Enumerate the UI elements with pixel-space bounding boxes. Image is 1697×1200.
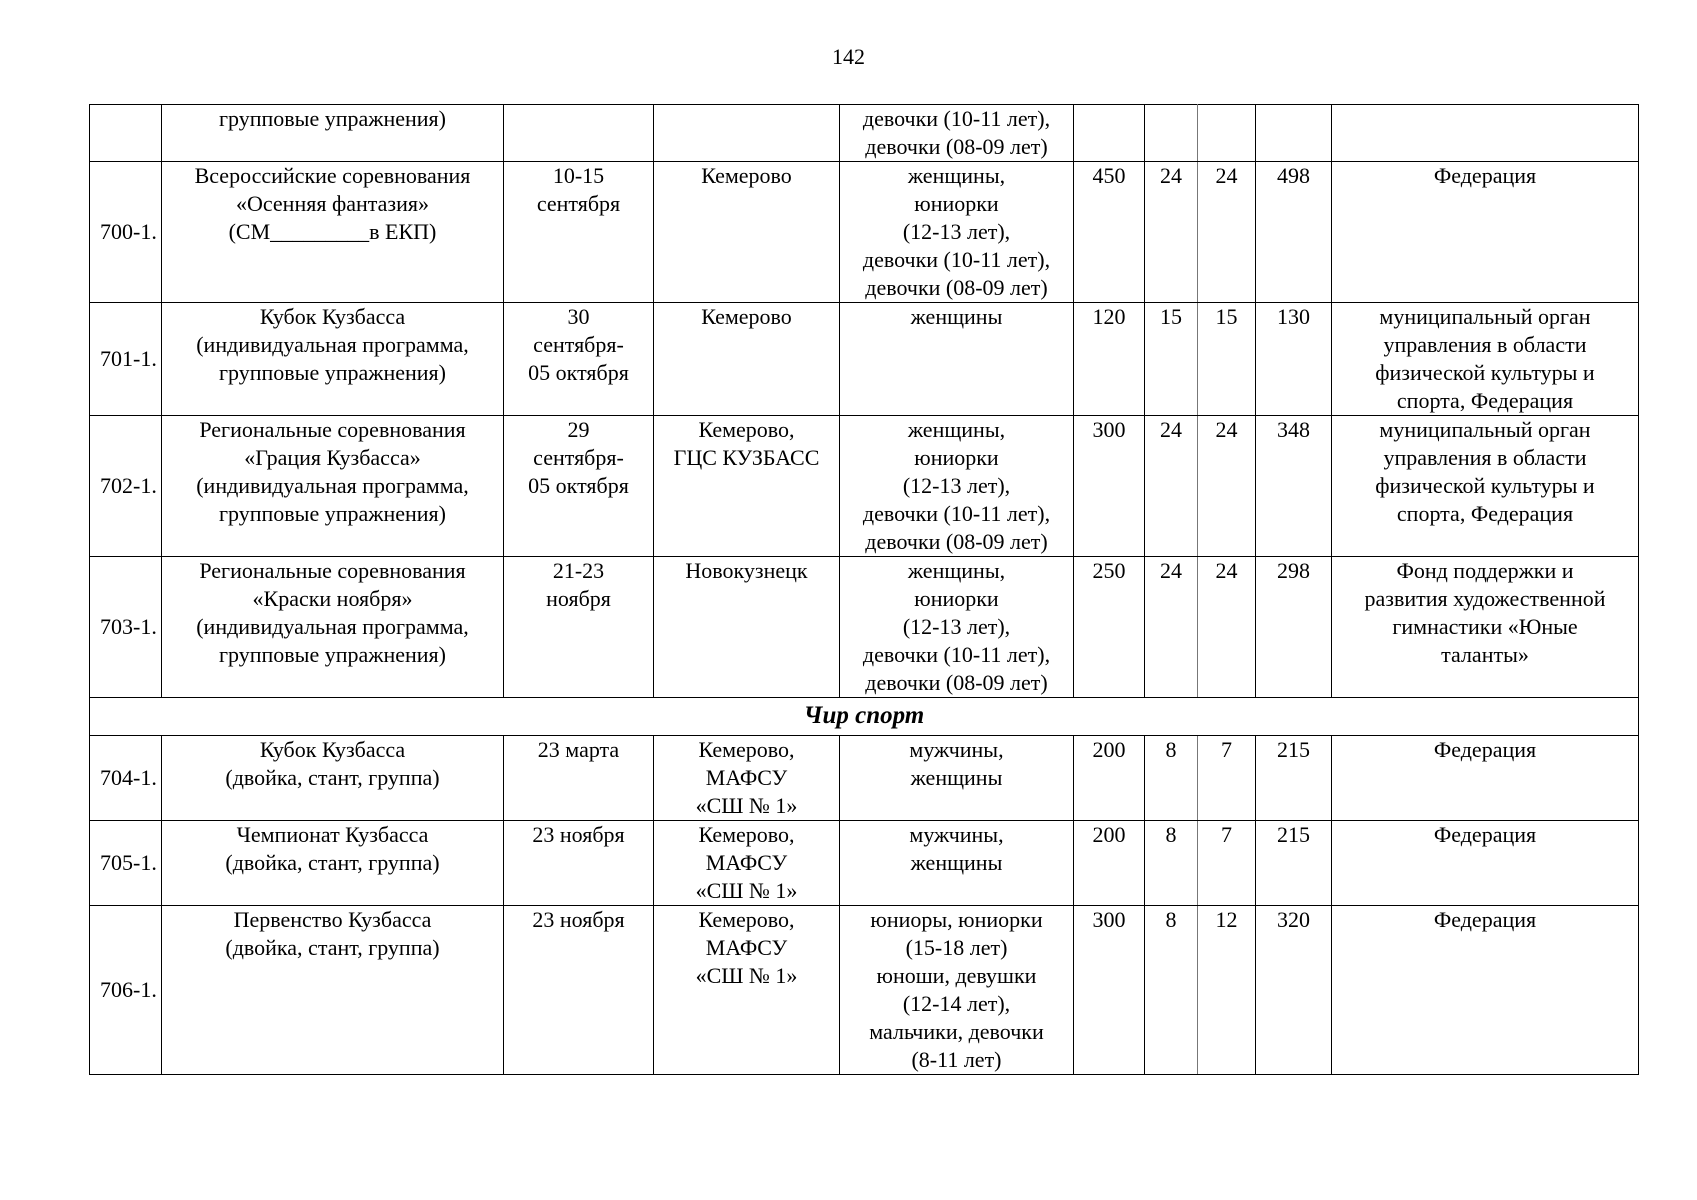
count-1: 120 xyxy=(1074,303,1145,416)
count-2: 24 xyxy=(1145,162,1198,303)
event-dates: 21-23 ноября xyxy=(504,557,654,698)
event-place xyxy=(654,105,840,162)
count-2: 15 xyxy=(1145,303,1198,416)
count-3: 7 xyxy=(1198,821,1256,906)
count-3: 24 xyxy=(1198,416,1256,557)
count-2 xyxy=(1145,105,1198,162)
table-row xyxy=(90,303,1639,416)
event-dates: 10-15 сентября xyxy=(504,162,654,303)
count-3: 24 xyxy=(1198,557,1256,698)
event-dates xyxy=(504,105,654,162)
count-3: 12 xyxy=(1198,906,1256,1075)
count-1: 200 xyxy=(1074,736,1145,821)
event-participants: женщины, юниорки (12-13 лет), девочки (10-11 лет), девочки (08-09 лет) xyxy=(840,557,1074,698)
event-dates: 23 ноября xyxy=(504,821,654,906)
event-number: 703-1. xyxy=(90,557,162,698)
event-name: Первенство Кузбасса (двойка, стант, группа) xyxy=(162,906,504,1075)
table-row xyxy=(90,821,1639,906)
count-2: 8 xyxy=(1145,736,1198,821)
count-2: 8 xyxy=(1145,821,1198,906)
event-number: 702-1. xyxy=(90,416,162,557)
count-3 xyxy=(1198,105,1256,162)
event-dates: 23 ноября xyxy=(504,906,654,1075)
event-dates: 29 сентября- 05 октября xyxy=(504,416,654,557)
event-place: Кемерово xyxy=(654,162,840,303)
count-1 xyxy=(1074,105,1145,162)
table-row xyxy=(90,557,1639,698)
event-organizer: Федерация xyxy=(1332,906,1639,1075)
event-name: Региональные соревнования «Грация Кузбасса» (индивидуальная программа, групповые упражнения) xyxy=(162,416,504,557)
event-dates: 30 сентября- 05 октября xyxy=(504,303,654,416)
page-number: 142 xyxy=(832,44,865,69)
event-place: Кемерово, ГЦС КУЗБАСС xyxy=(654,416,840,557)
event-place: Кемерово, МАФСУ «СШ № 1» xyxy=(654,906,840,1075)
event-participants: женщины xyxy=(840,303,1074,416)
table-row xyxy=(90,416,1639,557)
count-1: 300 xyxy=(1074,906,1145,1075)
count-1: 300 xyxy=(1074,416,1145,557)
event-number: 705-1. xyxy=(90,821,162,906)
count-2: 24 xyxy=(1145,557,1198,698)
event-place: Кемерово, МАФСУ «СШ № 1» xyxy=(654,736,840,821)
event-number: 704-1. xyxy=(90,736,162,821)
event-name: групповые упражнения) xyxy=(162,105,504,162)
event-organizer: муниципальный орган управления в области физической культуры и спорта, Федерация xyxy=(1332,303,1639,416)
count-3: 7 xyxy=(1198,736,1256,821)
event-organizer xyxy=(1332,105,1639,162)
event-number: 706-1. xyxy=(90,906,162,1075)
count-1: 200 xyxy=(1074,821,1145,906)
count-total: 130 xyxy=(1256,303,1332,416)
count-total: 215 xyxy=(1256,736,1332,821)
event-participants: мужчины, женщины xyxy=(840,821,1074,906)
section-header-row xyxy=(90,698,1639,736)
count-1: 450 xyxy=(1074,162,1145,303)
event-name: Чемпионат Кузбасса (двойка, стант, группа) xyxy=(162,821,504,906)
event-name: Кубок Кузбасса (двойка, стант, группа) xyxy=(162,736,504,821)
section-title: Чир спорт xyxy=(90,698,1639,736)
count-total: 348 xyxy=(1256,416,1332,557)
event-participants: женщины, юниорки (12-13 лет), девочки (10-11 лет), девочки (08-09 лет) xyxy=(840,416,1074,557)
events-table-body xyxy=(90,105,1639,1075)
table-row xyxy=(90,736,1639,821)
count-3: 15 xyxy=(1198,303,1256,416)
count-total: 320 xyxy=(1256,906,1332,1075)
events-table xyxy=(89,104,1639,1075)
count-3: 24 xyxy=(1198,162,1256,303)
table-row xyxy=(90,906,1639,1075)
event-participants: женщины, юниорки (12-13 лет), девочки (10-11 лет), девочки (08-09 лет) xyxy=(840,162,1074,303)
event-number: 700-1. xyxy=(90,162,162,303)
count-total xyxy=(1256,105,1332,162)
table-row xyxy=(90,162,1639,303)
event-place: Новокузнецк xyxy=(654,557,840,698)
count-total: 298 xyxy=(1256,557,1332,698)
event-organizer: Федерация xyxy=(1332,162,1639,303)
count-total: 215 xyxy=(1256,821,1332,906)
event-organizer: Федерация xyxy=(1332,736,1639,821)
table-row xyxy=(90,105,1639,162)
count-total: 498 xyxy=(1256,162,1332,303)
event-name: Кубок Кузбасса (индивидуальная программа, групповые упражнения) xyxy=(162,303,504,416)
event-participants: юниоры, юниорки (15-18 лет) юноши, девушки (12-14 лет), мальчики, девочки (8-11 лет) xyxy=(840,906,1074,1075)
count-1: 250 xyxy=(1074,557,1145,698)
count-2: 8 xyxy=(1145,906,1198,1075)
event-organizer: муниципальный орган управления в области физической культуры и спорта, Федерация xyxy=(1332,416,1639,557)
event-dates: 23 марта xyxy=(504,736,654,821)
event-number: 701-1. xyxy=(90,303,162,416)
event-number xyxy=(90,105,162,162)
event-place: Кемерово, МАФСУ «СШ № 1» xyxy=(654,821,840,906)
event-participants: мужчины, женщины xyxy=(840,736,1074,821)
event-name: Региональные соревнования «Краски ноября» (индивидуальная программа, групповые упражнения) xyxy=(162,557,504,698)
count-2: 24 xyxy=(1145,416,1198,557)
event-name: Всероссийские соревнования «Осенняя фантазия» (СМ_________в ЕКП) xyxy=(162,162,504,303)
event-place: Кемерово xyxy=(654,303,840,416)
event-organizer: Фонд поддержки и развития художественной гимнастики «Юные таланты» xyxy=(1332,557,1639,698)
event-participants: девочки (10-11 лет), девочки (08-09 лет) xyxy=(840,105,1074,162)
event-organizer: Федерация xyxy=(1332,821,1639,906)
